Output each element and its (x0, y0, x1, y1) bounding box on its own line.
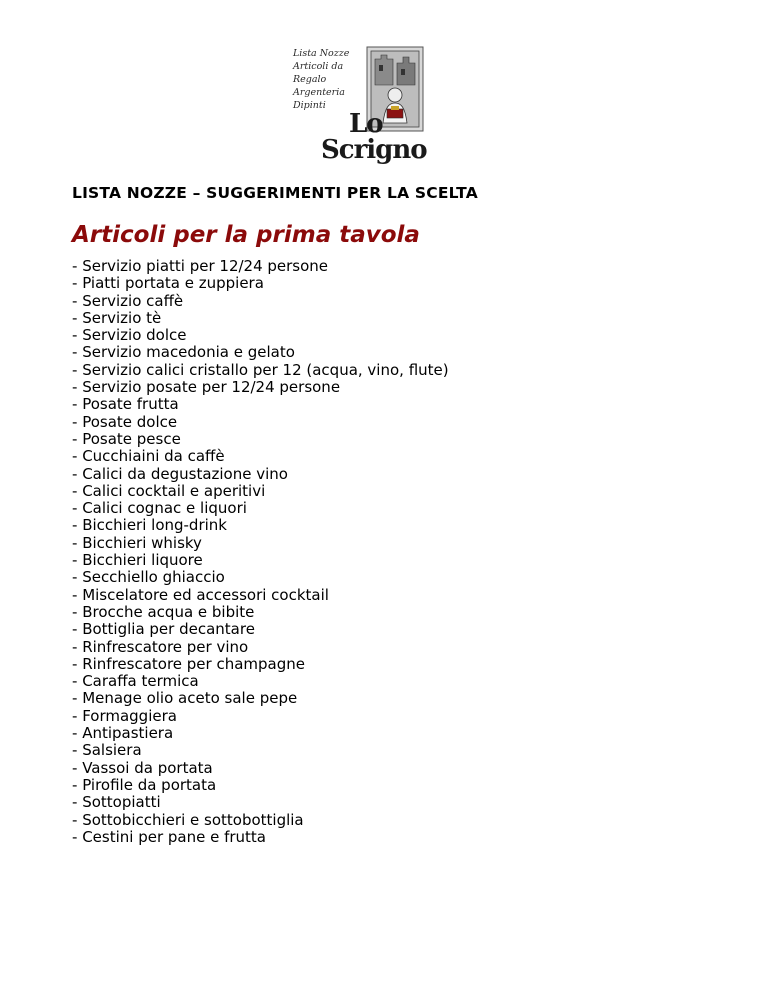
logo-brand-line: Scrigno (321, 135, 427, 165)
list-item: - Calici cocktail e aperitivi (72, 483, 449, 500)
list-item: - Bicchieri liquore (72, 552, 449, 569)
logo-tagline-line: Argenteria (293, 87, 345, 98)
list-item: - Caraffa termica (72, 673, 449, 690)
list-item: - Bottiglia per decantare (72, 621, 449, 638)
list-item: - Bicchieri whisky (72, 535, 449, 552)
list-item: - Cestini per pane e frutta (72, 829, 449, 846)
list-item: - Servizio posate per 12/24 persone (72, 379, 449, 396)
list-item: - Calici cognac e liquori (72, 500, 449, 517)
list-item: - Servizio piatti per 12/24 persone (72, 258, 449, 275)
list-item: - Cucchiaini da caffè (72, 448, 449, 465)
list-item: - Posate pesce (72, 431, 449, 448)
list-item: - Vassoi da portata (72, 760, 449, 777)
logo-tagline-line: Lista Nozze (293, 48, 350, 59)
list-item: - Bicchieri long-drink (72, 517, 449, 534)
list-item: - Sottobicchieri e sottobottiglia (72, 812, 449, 829)
list-item: - Antipastiera (72, 725, 449, 742)
item-list (72, 258, 449, 846)
list-item: - Servizio tè (72, 310, 449, 327)
list-item: - Salsiera (72, 742, 449, 759)
list-item: - Formaggiera (72, 708, 449, 725)
list-item: - Pirofile da portata (72, 777, 449, 794)
logo-tagline-line: Dipinti (293, 100, 326, 111)
list-item: - Servizio macedonia e gelato (72, 344, 449, 361)
list-item: - Rinfrescatore per vino (72, 639, 449, 656)
list-item: - Servizio calici cristallo per 12 (acqua, vino, flute) (72, 362, 449, 379)
logo (291, 45, 426, 165)
list-item: - Miscelatore ed accessori cocktail (72, 587, 449, 604)
list-item: - Servizio dolce (72, 327, 449, 344)
document-heading: LISTA NOZZE – SUGGERIMENTI PER LA SCELTA (72, 184, 478, 202)
list-item: - Posate dolce (72, 414, 449, 431)
list-item: - Sottopiatti (72, 794, 449, 811)
logo-tagline (293, 47, 365, 112)
list-item: - Posate frutta (72, 396, 449, 413)
list-item: - Calici da degustazione vino (72, 466, 449, 483)
list-item: - Servizio caffè (72, 293, 449, 310)
logo-brand (291, 109, 426, 165)
logo-brand-line: Lo (349, 109, 383, 139)
list-item: - Brocche acqua e bibite (72, 604, 449, 621)
list-item: - Rinfrescatore per champagne (72, 656, 449, 673)
list-item: - Piatti portata e zuppiera (72, 275, 449, 292)
list-item: - Secchiello ghiaccio (72, 569, 449, 586)
section-title: Articoli per la prima tavola (72, 222, 420, 248)
list-item: - Menage olio aceto sale pepe (72, 690, 449, 707)
logo-tagline-line: Articoli da Regalo (293, 61, 344, 85)
